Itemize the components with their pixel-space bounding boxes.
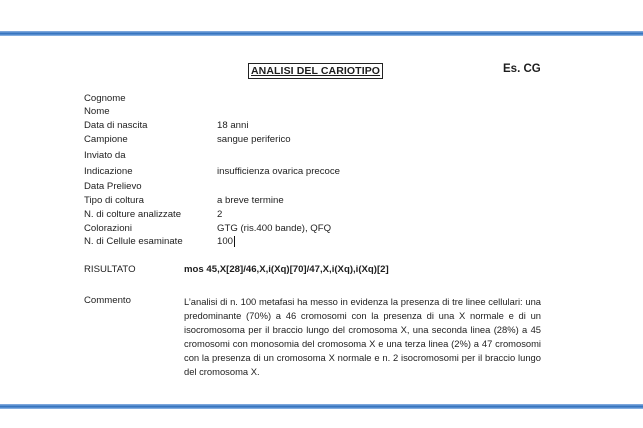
karyotype-result: mos 45,X[28]/46,X,i(Xq)[70]/47,X,i(Xq),i(Xq)[2] bbox=[184, 264, 389, 275]
field-label-tipo-coltura: Tipo di coltura bbox=[84, 195, 144, 206]
field-label-cellule-esaminate: N. di Cellule esaminate bbox=[84, 236, 183, 247]
field-value-campione: sangue periferico bbox=[217, 134, 291, 145]
exam-code: Es. CG bbox=[503, 63, 541, 75]
field-label-inviato-da: Inviato da bbox=[84, 150, 126, 161]
field-label-data-prelievo: Data Prelievo bbox=[84, 181, 142, 192]
result-label: RISULTATO bbox=[84, 264, 136, 275]
top-border-band bbox=[0, 31, 643, 36]
field-label-campione: Campione bbox=[84, 134, 128, 145]
field-label-nome: Nome bbox=[84, 106, 110, 117]
field-value-cellule-esaminate[interactable]: 100 bbox=[217, 236, 234, 247]
field-label-colorazioni: Colorazioni bbox=[84, 223, 132, 234]
field-value-indicazione: insufficienza ovarica precoce bbox=[217, 166, 341, 177]
comment-label: Commento bbox=[84, 295, 131, 306]
field-value-data-nascita: 18 anni bbox=[217, 120, 249, 131]
field-label-cognome: Cognome bbox=[84, 93, 126, 104]
field-label-data-nascita: Data di nascita bbox=[84, 120, 148, 131]
comment-text: L’analisi di n. 100 metafasi ha messo in evidenza la presenza di tre linee cellulari: una predominante (70%) a 46 cromosomi con la presenza di una X normale e di un isocromosoma per il braccio lungo del cromosoma X, una seconda linea (28%) a 45 cromosomi con monosomia del cromosoma X e una terza linea (2%) a 47 cromosomi con la presenza di un cromosoma X normale e n. 2 isocromosomi per il braccio lungo del cromosoma X. bbox=[184, 296, 541, 378]
field-value-colture-analizzate: 2 bbox=[217, 209, 223, 220]
field-label-colture-analizzate: N. di colture analizzate bbox=[84, 209, 182, 220]
field-label-indicazione: Indicazione bbox=[84, 166, 133, 177]
bottom-border-band bbox=[0, 404, 643, 409]
document-title: ANALISI DEL CARIOTIPO bbox=[248, 63, 383, 79]
field-value-colorazioni: GTG (ris.400 bande), QFQ bbox=[217, 223, 332, 234]
field-value-tipo-coltura: a breve termine bbox=[217, 195, 284, 206]
